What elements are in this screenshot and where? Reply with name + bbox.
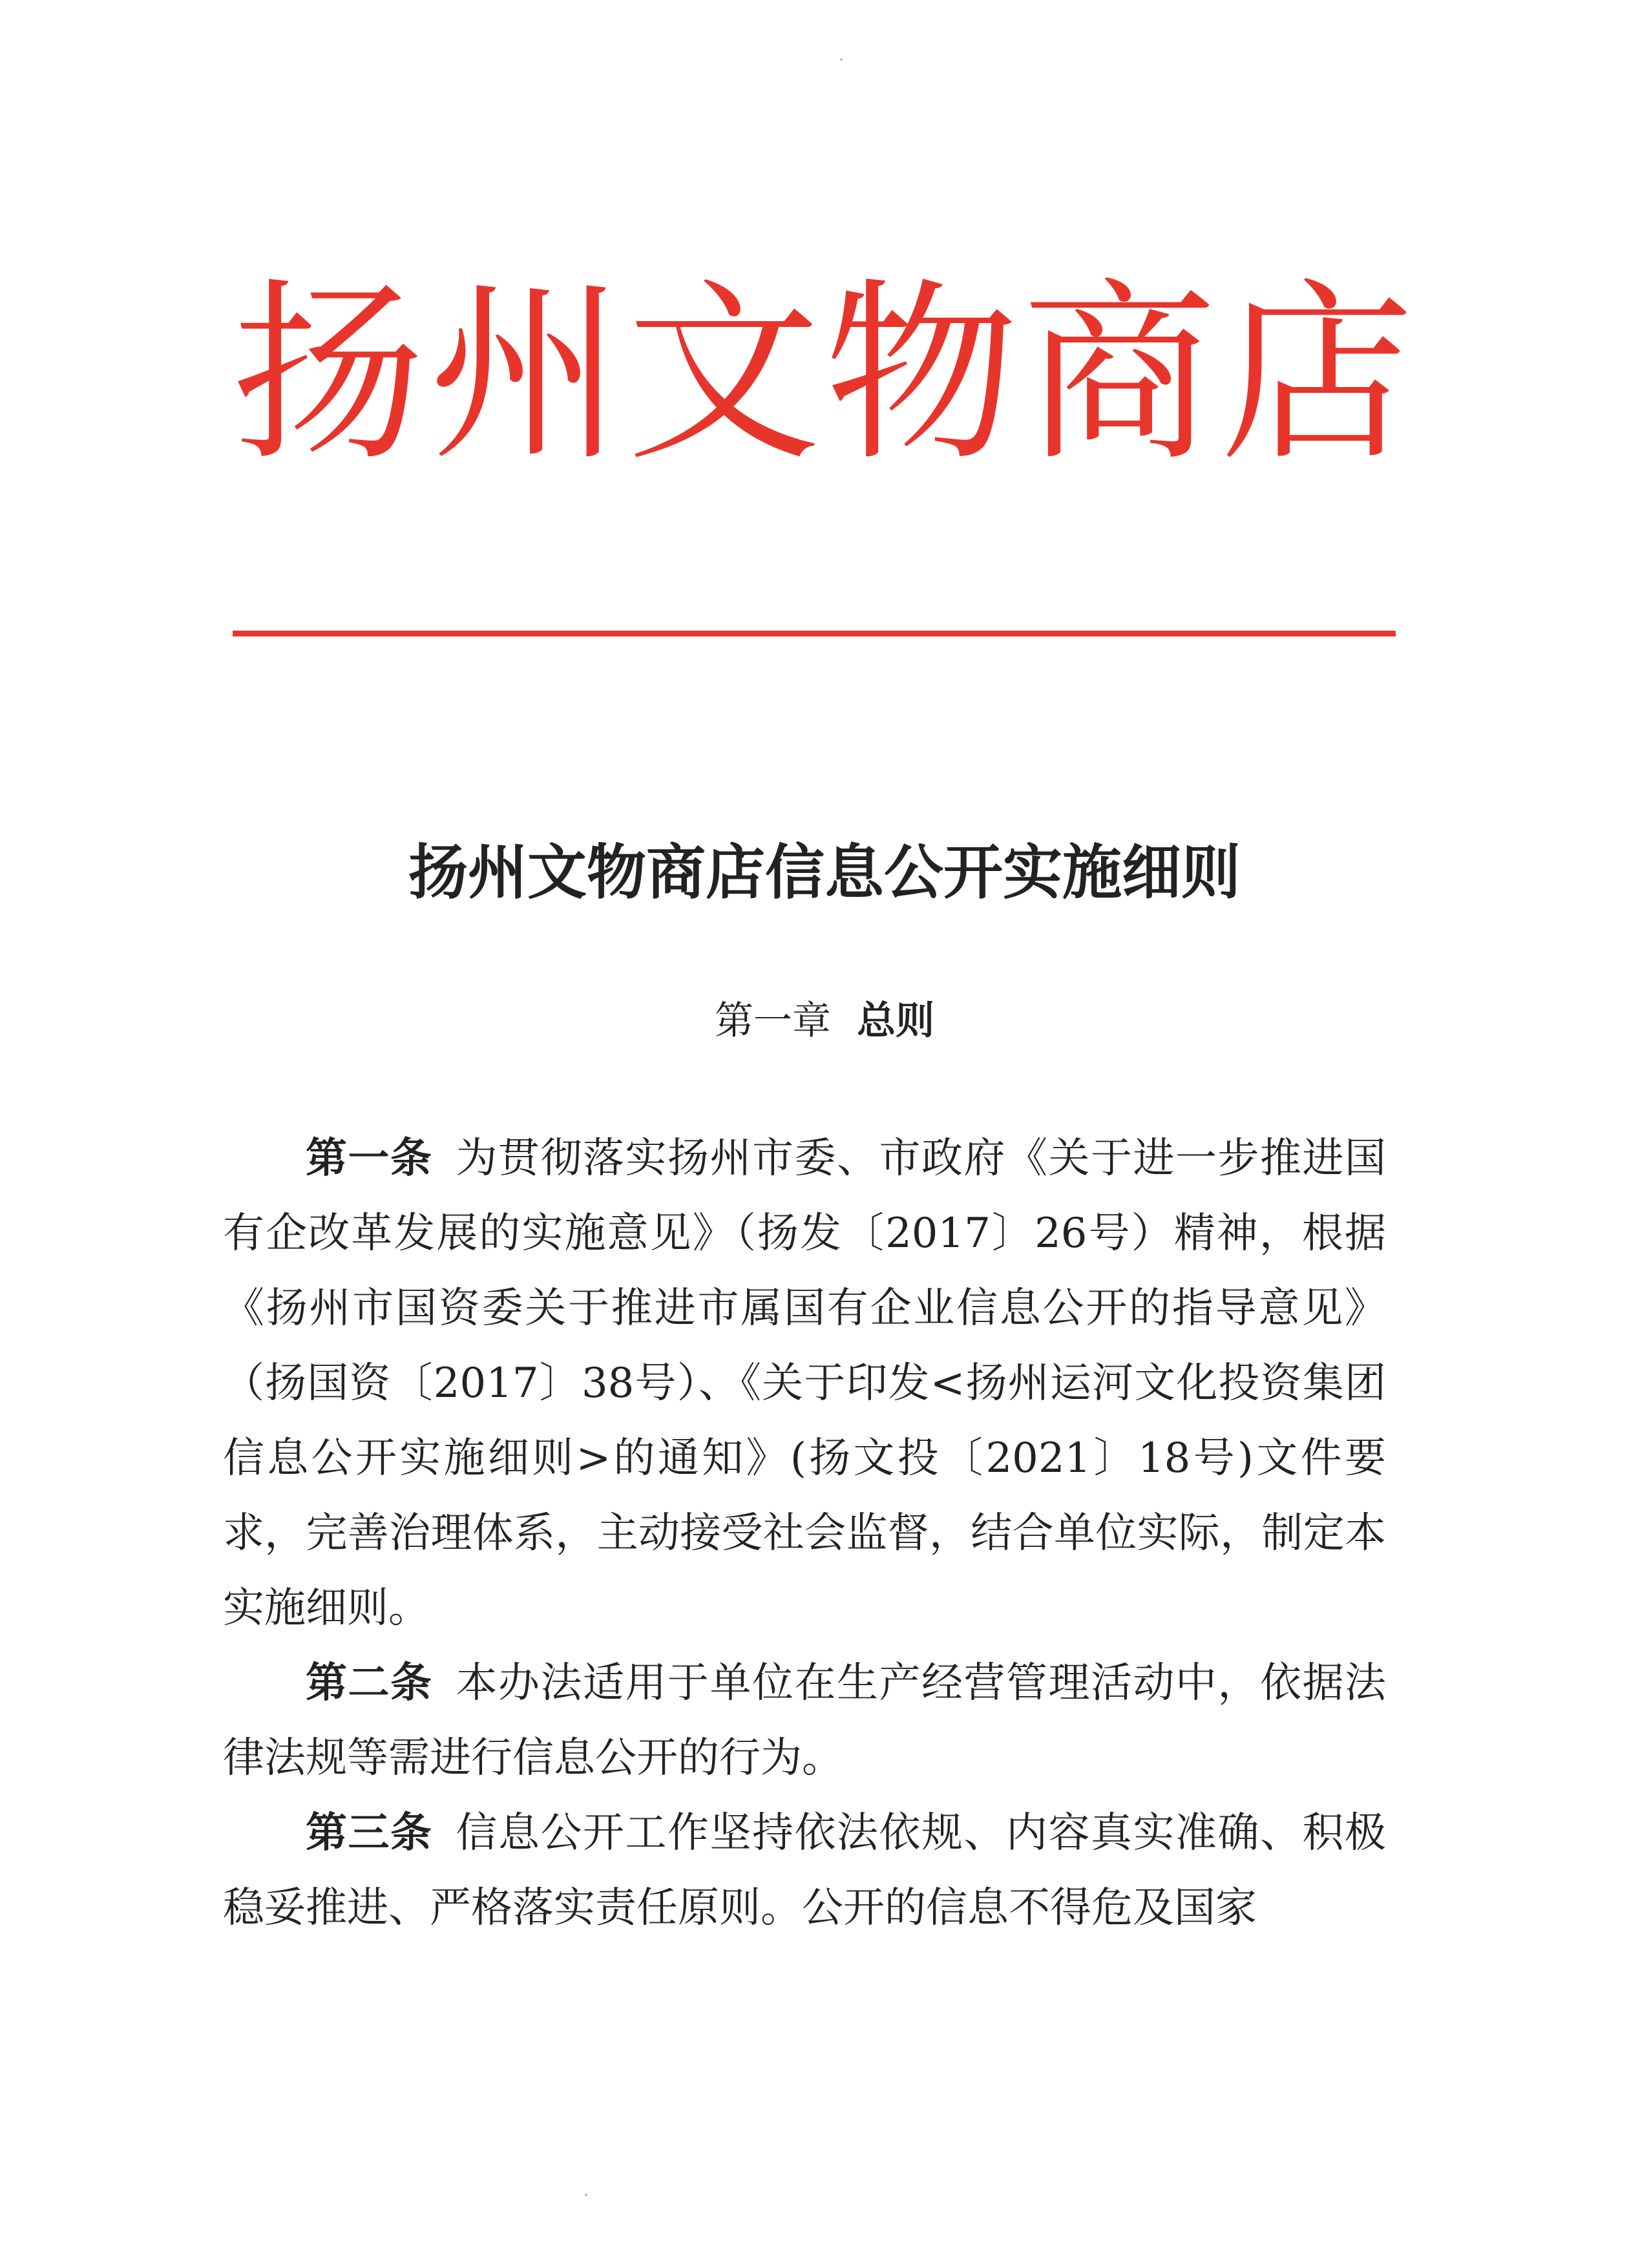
article-text: 信息公开工作坚持依法依规、内容真实准确、积极稳妥推进、严格落实责任原则。公开的信息不得危及国家 [223, 1809, 1386, 1932]
scan-speck [585, 2194, 587, 2196]
masthead-org-name: 扬州文物商店 [231, 262, 1418, 487]
document-title: 扬州文物商店信息公开实施细则 [408, 837, 1241, 907]
article-label: 第二条 [306, 1659, 433, 1707]
chapter-number: 第一章 [715, 998, 831, 1044]
article-label: 第三条 [306, 1809, 433, 1857]
chapter-name: 总则 [857, 998, 934, 1044]
scan-speck [840, 58, 843, 61]
article-text: 为贯彻落实扬州市委、市政府《关于进一步推进国有企改革发展的实施意见》（扬发〔2017〕26号）精神，根据《扬州市国资委关于推进市属国有企业信息公开的指导意见》（扬国资〔2017〕38号）、《关于印发<扬州运河文化投资集团信息公开实施细则>的通知》(扬文投〔2021〕18号)文件要求，完善治理体系，主动接受社会监督，结合单位实际，制定本实施细则。 [223, 1135, 1386, 1632]
article-label: 第一条 [306, 1134, 433, 1182]
article-1 [223, 1121, 1386, 1646]
article-2 [223, 1646, 1386, 1796]
article-3 [223, 1796, 1386, 1946]
masthead-red-rule [233, 631, 1396, 636]
chapter-heading [0, 995, 1649, 1047]
article-text: 本办法适用于单位在生产经营管理活动中，依据法律法规等需进行信息公开的行为。 [223, 1659, 1386, 1782]
document-body [223, 1121, 1386, 1946]
